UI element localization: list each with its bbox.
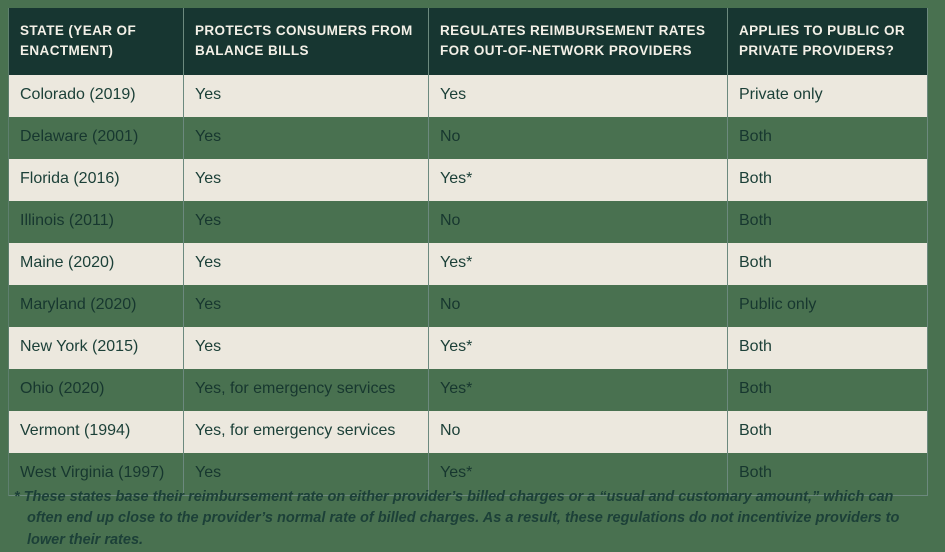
table-cell: Private only bbox=[728, 75, 928, 117]
table-row bbox=[9, 159, 928, 201]
table-cell: Yes bbox=[429, 75, 728, 117]
table-cell: Yes bbox=[184, 159, 429, 201]
state-cell: Delaware (2001) bbox=[9, 117, 184, 159]
column-header: REGULATES REIMBURSEMENT RATES FOR OUT-OF-NETWORK PROVIDERS bbox=[429, 8, 728, 75]
table-cell: Yes* bbox=[429, 453, 728, 496]
table-row bbox=[9, 201, 928, 243]
table-row bbox=[9, 411, 928, 453]
table-cell: Both bbox=[728, 243, 928, 285]
footnote-text: These states base their reimbursement rate on either provider’s billed charges or a “usual and customary amount,” which can often end up close to the provider’s normal rate of billed charges. As a result, these regulations do not incentivize providers to lower their rates. bbox=[23, 488, 900, 548]
table-row bbox=[9, 243, 928, 285]
table-header-row bbox=[9, 8, 928, 75]
table-cell: Yes bbox=[184, 453, 429, 496]
table-row bbox=[9, 327, 928, 369]
table-cell: Both bbox=[728, 201, 928, 243]
column-header: STATE (YEAR OF ENACTMENT) bbox=[9, 8, 184, 75]
table-cell: No bbox=[429, 285, 728, 327]
state-cell: Florida (2016) bbox=[9, 159, 184, 201]
table-cell: Yes, for emergency services bbox=[184, 369, 429, 411]
table-cell: Yes* bbox=[429, 159, 728, 201]
table-cell: Both bbox=[728, 411, 928, 453]
state-cell: Maine (2020) bbox=[9, 243, 184, 285]
state-cell: New York (2015) bbox=[9, 327, 184, 369]
table-row bbox=[9, 369, 928, 411]
table-cell: Yes bbox=[184, 117, 429, 159]
table-cell: Public only bbox=[728, 285, 928, 327]
table-cell: No bbox=[429, 201, 728, 243]
state-cell: Illinois (2011) bbox=[9, 201, 184, 243]
table-cell: Yes, for emergency services bbox=[184, 411, 429, 453]
table-cell: No bbox=[429, 117, 728, 159]
column-header: APPLIES TO PUBLIC OR PRIVATE PROVIDERS? bbox=[728, 8, 928, 75]
table-cell: Both bbox=[728, 117, 928, 159]
table-cell: Yes* bbox=[429, 327, 728, 369]
footnote bbox=[14, 487, 911, 552]
table-cell: Yes* bbox=[429, 243, 728, 285]
table-cell: No bbox=[429, 411, 728, 453]
table-cell: Yes bbox=[184, 327, 429, 369]
table-cell: Both bbox=[728, 369, 928, 411]
state-cell: Vermont (1994) bbox=[9, 411, 184, 453]
state-cell: West Virginia (1997) bbox=[9, 453, 184, 496]
table-cell: Both bbox=[728, 327, 928, 369]
table-row bbox=[9, 75, 928, 117]
table-row bbox=[9, 117, 928, 159]
state-cell: Maryland (2020) bbox=[9, 285, 184, 327]
table-cell: Yes bbox=[184, 75, 429, 117]
state-cell: Colorado (2019) bbox=[9, 75, 184, 117]
table-cell: Yes bbox=[184, 285, 429, 327]
state-balance-billing-table bbox=[8, 8, 928, 496]
column-header: PROTECTS CONSUMERS FROM BALANCE BILLS bbox=[184, 8, 429, 75]
table-cell: Yes* bbox=[429, 369, 728, 411]
table-cell: Yes bbox=[184, 201, 429, 243]
table-cell: Both bbox=[728, 159, 928, 201]
footnote-asterisk: * bbox=[14, 488, 20, 505]
table-cell: Both bbox=[728, 453, 928, 496]
state-cell: Ohio (2020) bbox=[9, 369, 184, 411]
table-cell: Yes bbox=[184, 243, 429, 285]
table-row bbox=[9, 285, 928, 327]
